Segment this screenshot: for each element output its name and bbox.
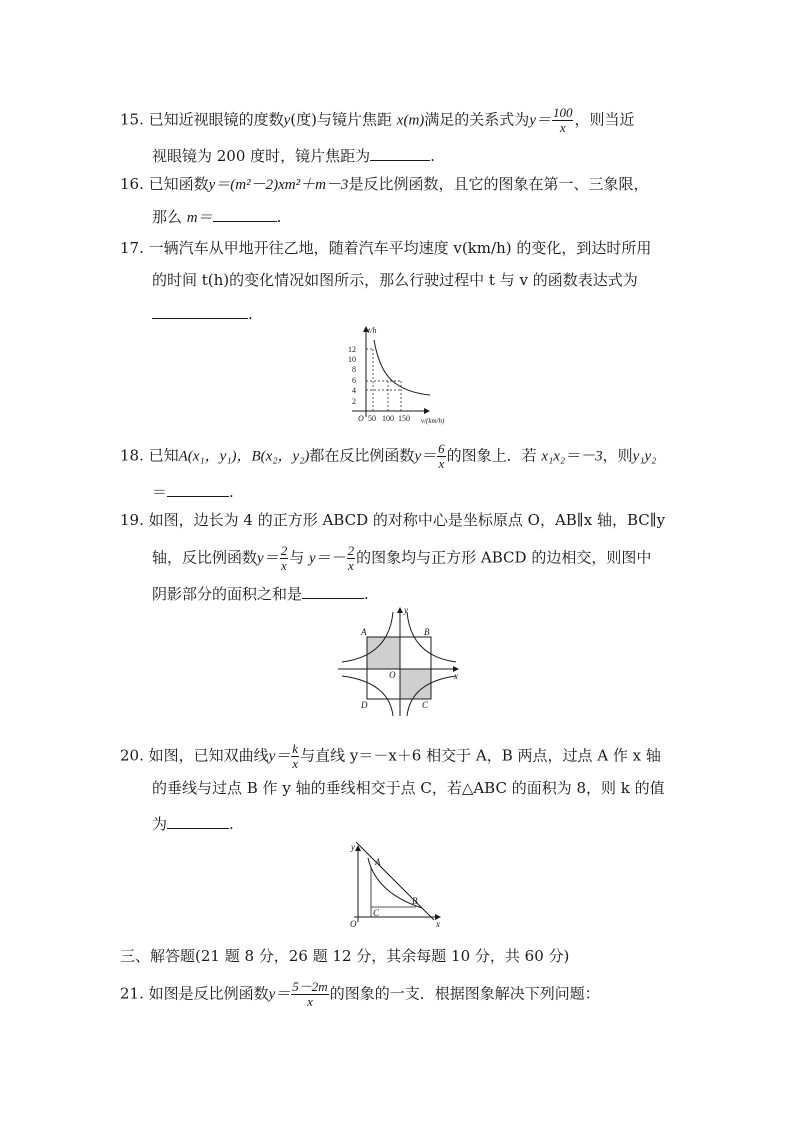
q15-line2 xyxy=(152,144,435,166)
q19-eq2: y＝－ xyxy=(308,550,346,567)
q19-label-x: x xyxy=(454,671,458,681)
q18-denominator: x xyxy=(438,456,445,471)
section3-heading xyxy=(120,946,569,966)
q19-label-C: C xyxy=(422,700,429,710)
q18-numerator: 6 xyxy=(438,441,445,456)
q21-denominator: x xyxy=(307,994,313,1009)
q15-unit: (m) xyxy=(403,112,425,129)
q17-y-label: t/h xyxy=(368,326,377,335)
q15-answer-blank[interactable] xyxy=(370,144,430,161)
q19-end: . xyxy=(364,585,369,603)
q20-text-3: 为 xyxy=(152,815,168,833)
q18-line1 xyxy=(120,442,656,471)
q15-line1 xyxy=(120,106,635,135)
q17-xtick-150: 150 xyxy=(398,414,410,423)
q17-line3 xyxy=(152,302,253,324)
q19-fraction1 xyxy=(280,544,289,573)
q17-ytick-12: 12 xyxy=(348,345,356,354)
q18-text: 18. 已知 xyxy=(120,446,179,465)
q20-end: . xyxy=(229,815,234,833)
q15-denominator: x xyxy=(559,120,566,135)
q19-line1 xyxy=(120,510,665,530)
q19-fraction2 xyxy=(347,544,356,573)
q20-label-O: O xyxy=(350,919,357,929)
q18-line2 xyxy=(152,480,234,502)
q16-var-m: m＝ xyxy=(186,210,213,226)
q17-ytick-8: 8 xyxy=(352,365,356,374)
q16-text: 16. 已知函数 xyxy=(120,175,209,193)
q17-line2 xyxy=(152,270,638,290)
q21-numerator: 5－2m xyxy=(292,979,328,994)
q17-xtick-50: 50 xyxy=(368,414,376,423)
q20-text-b: 与直线 y＝－x＋6 相交于 A，B 两点，过点 A 作 x 轴 xyxy=(300,746,661,765)
q16-line1 xyxy=(120,174,648,195)
q18-text-c: 的图象上．若 xyxy=(446,446,537,465)
q17-ytick-2: 2 xyxy=(352,397,356,406)
q20-text-2: 的垂线与过点 B 作 y 轴的垂线相交于点 C，若△ABC 的面积为 8，则 k 的值 xyxy=(152,779,665,797)
q18-answer-blank[interactable] xyxy=(167,480,229,497)
q19-label-D: D xyxy=(361,700,368,710)
q20-label-B: B xyxy=(412,896,418,906)
q19-and: 与 xyxy=(289,548,305,567)
q15-end: . xyxy=(430,147,435,165)
q17-curve xyxy=(374,340,430,395)
q17-line1 xyxy=(120,238,651,258)
q18-text-b: 都在反比例函数 xyxy=(309,446,415,465)
q21-text-b: 的图象的一支．根据图象解决下列问题： xyxy=(329,984,600,1003)
q19-text: 19. 如图，边长为 4 的正方形 ABCD 的对称中心是坐标原点 O，AB∥x 轴，BC∥y xyxy=(120,511,666,529)
q20-line xyxy=(356,842,434,920)
q20-line1 xyxy=(120,742,661,771)
q15-var-y: y xyxy=(283,112,291,129)
q18-eq: y＝ xyxy=(414,448,437,465)
q19-line2 xyxy=(152,544,651,573)
q20-line2 xyxy=(152,778,665,798)
q16-text-2: 那么 xyxy=(152,208,183,226)
q18-end: . xyxy=(229,483,234,501)
q19-denominator2: x xyxy=(348,558,354,573)
q17-ytick-10: 10 xyxy=(348,355,356,364)
q20-denominator: x xyxy=(292,756,299,771)
q19-eq1: y＝ xyxy=(257,550,279,567)
q19-label-O: O xyxy=(389,670,396,680)
q19-graph xyxy=(334,604,466,720)
q21-text: 21. 如图是反比例函数 xyxy=(120,984,269,1003)
q17-ytick-6: 6 xyxy=(352,376,356,385)
q15-text-b: (度)与镜片焦距 xyxy=(290,110,393,129)
q19-text-3: 阴影部分的面积之和是 xyxy=(152,585,303,603)
q21-eq: y＝ xyxy=(268,986,291,1003)
q20-graph xyxy=(346,838,446,930)
q18-fraction xyxy=(437,442,446,471)
q18-text-2: ＝ xyxy=(152,483,168,501)
q17-x-arrow xyxy=(424,408,430,414)
q20-label-C: C xyxy=(373,908,380,918)
q17-text: 17. 一辆汽车从甲地开往乙地，随着汽车平均速度 v(km/h) 的变化，到达时所用 xyxy=(120,239,652,257)
q16-answer-blank[interactable] xyxy=(213,205,277,222)
q18-points: A(x₁，y₁)，B(x₂，y₂) xyxy=(178,448,310,465)
q20-label-A: A xyxy=(375,857,381,867)
q16-text-b: 是反比例函数，且它的图象在第一、三象限， xyxy=(348,175,649,193)
q19-answer-blank[interactable] xyxy=(302,582,364,599)
q20-answer-blank[interactable] xyxy=(167,812,229,829)
q15-text-2: 视眼镜为 200 度时，镜片焦距为 xyxy=(152,147,371,165)
q15-var-x: x xyxy=(396,112,404,129)
section3-text: 三、解答题(21 题 8 分，26 题 12 分，其余每题 10 分，共 60 分) xyxy=(120,947,570,965)
q17-ytick-4: 4 xyxy=(352,386,356,395)
q19-y-arrow xyxy=(397,607,403,613)
q15-text-d: ，则当近 xyxy=(574,110,635,129)
q19-numerator2: 2 xyxy=(347,543,355,558)
q17-graph xyxy=(330,325,470,430)
q15-numerator: 100 xyxy=(552,105,573,120)
q19-numerator1: 2 xyxy=(280,543,288,558)
q16-expression: y＝(m²－2)xm²＋m－3 xyxy=(208,177,349,193)
q17-guide-lines xyxy=(366,349,401,411)
q19-text-2: 轴，反比例函数 xyxy=(152,548,258,567)
q20-eq: y＝ xyxy=(268,748,291,765)
q20-fraction xyxy=(291,742,299,771)
q19-shade-top-left xyxy=(367,637,400,669)
q19-label-y: y xyxy=(404,605,408,615)
q18-condition: x₁x₂＝－3 xyxy=(541,448,603,465)
q21-line1 xyxy=(120,980,600,1009)
q19-denominator1: x xyxy=(281,558,287,573)
q19-text-2b: 的图象均与正方形 ABCD 的边相交，则图中 xyxy=(356,548,652,567)
q19-line3 xyxy=(152,582,369,604)
q17-origin: O xyxy=(358,414,364,423)
q20-numerator: k xyxy=(292,741,299,756)
q19-label-A: A xyxy=(361,627,367,637)
q18-ask: y₁y₂ xyxy=(632,448,657,465)
q15-fraction xyxy=(552,106,574,135)
q16-line2 xyxy=(152,205,281,228)
q17-x-label: v/(km/h) xyxy=(421,417,445,425)
q19-label-B: B xyxy=(424,627,430,637)
q20-line3 xyxy=(152,812,234,834)
q15-text-c: 满足的关系式为 xyxy=(424,110,530,129)
q21-fraction xyxy=(291,980,328,1009)
q20-text: 20. 如图，已知双曲线 xyxy=(120,746,269,765)
q15-text: 15. 已知近视眼镜的度数 xyxy=(120,110,284,129)
q17-end: . xyxy=(248,305,253,323)
q15-eq: y＝ xyxy=(529,112,551,129)
q16-end: . xyxy=(276,208,282,226)
q20-label-y: y xyxy=(351,842,355,852)
q17-answer-blank[interactable] xyxy=(152,302,248,319)
q20-label-x: x xyxy=(436,919,440,929)
q18-text-d: ，则 xyxy=(602,446,633,465)
q17-xtick-100: 100 xyxy=(382,414,394,423)
q17-text-2: 的时间 t(h)的变化情况如图所示，那么行驶过程中 t 与 v 的函数表达式为 xyxy=(152,271,638,289)
